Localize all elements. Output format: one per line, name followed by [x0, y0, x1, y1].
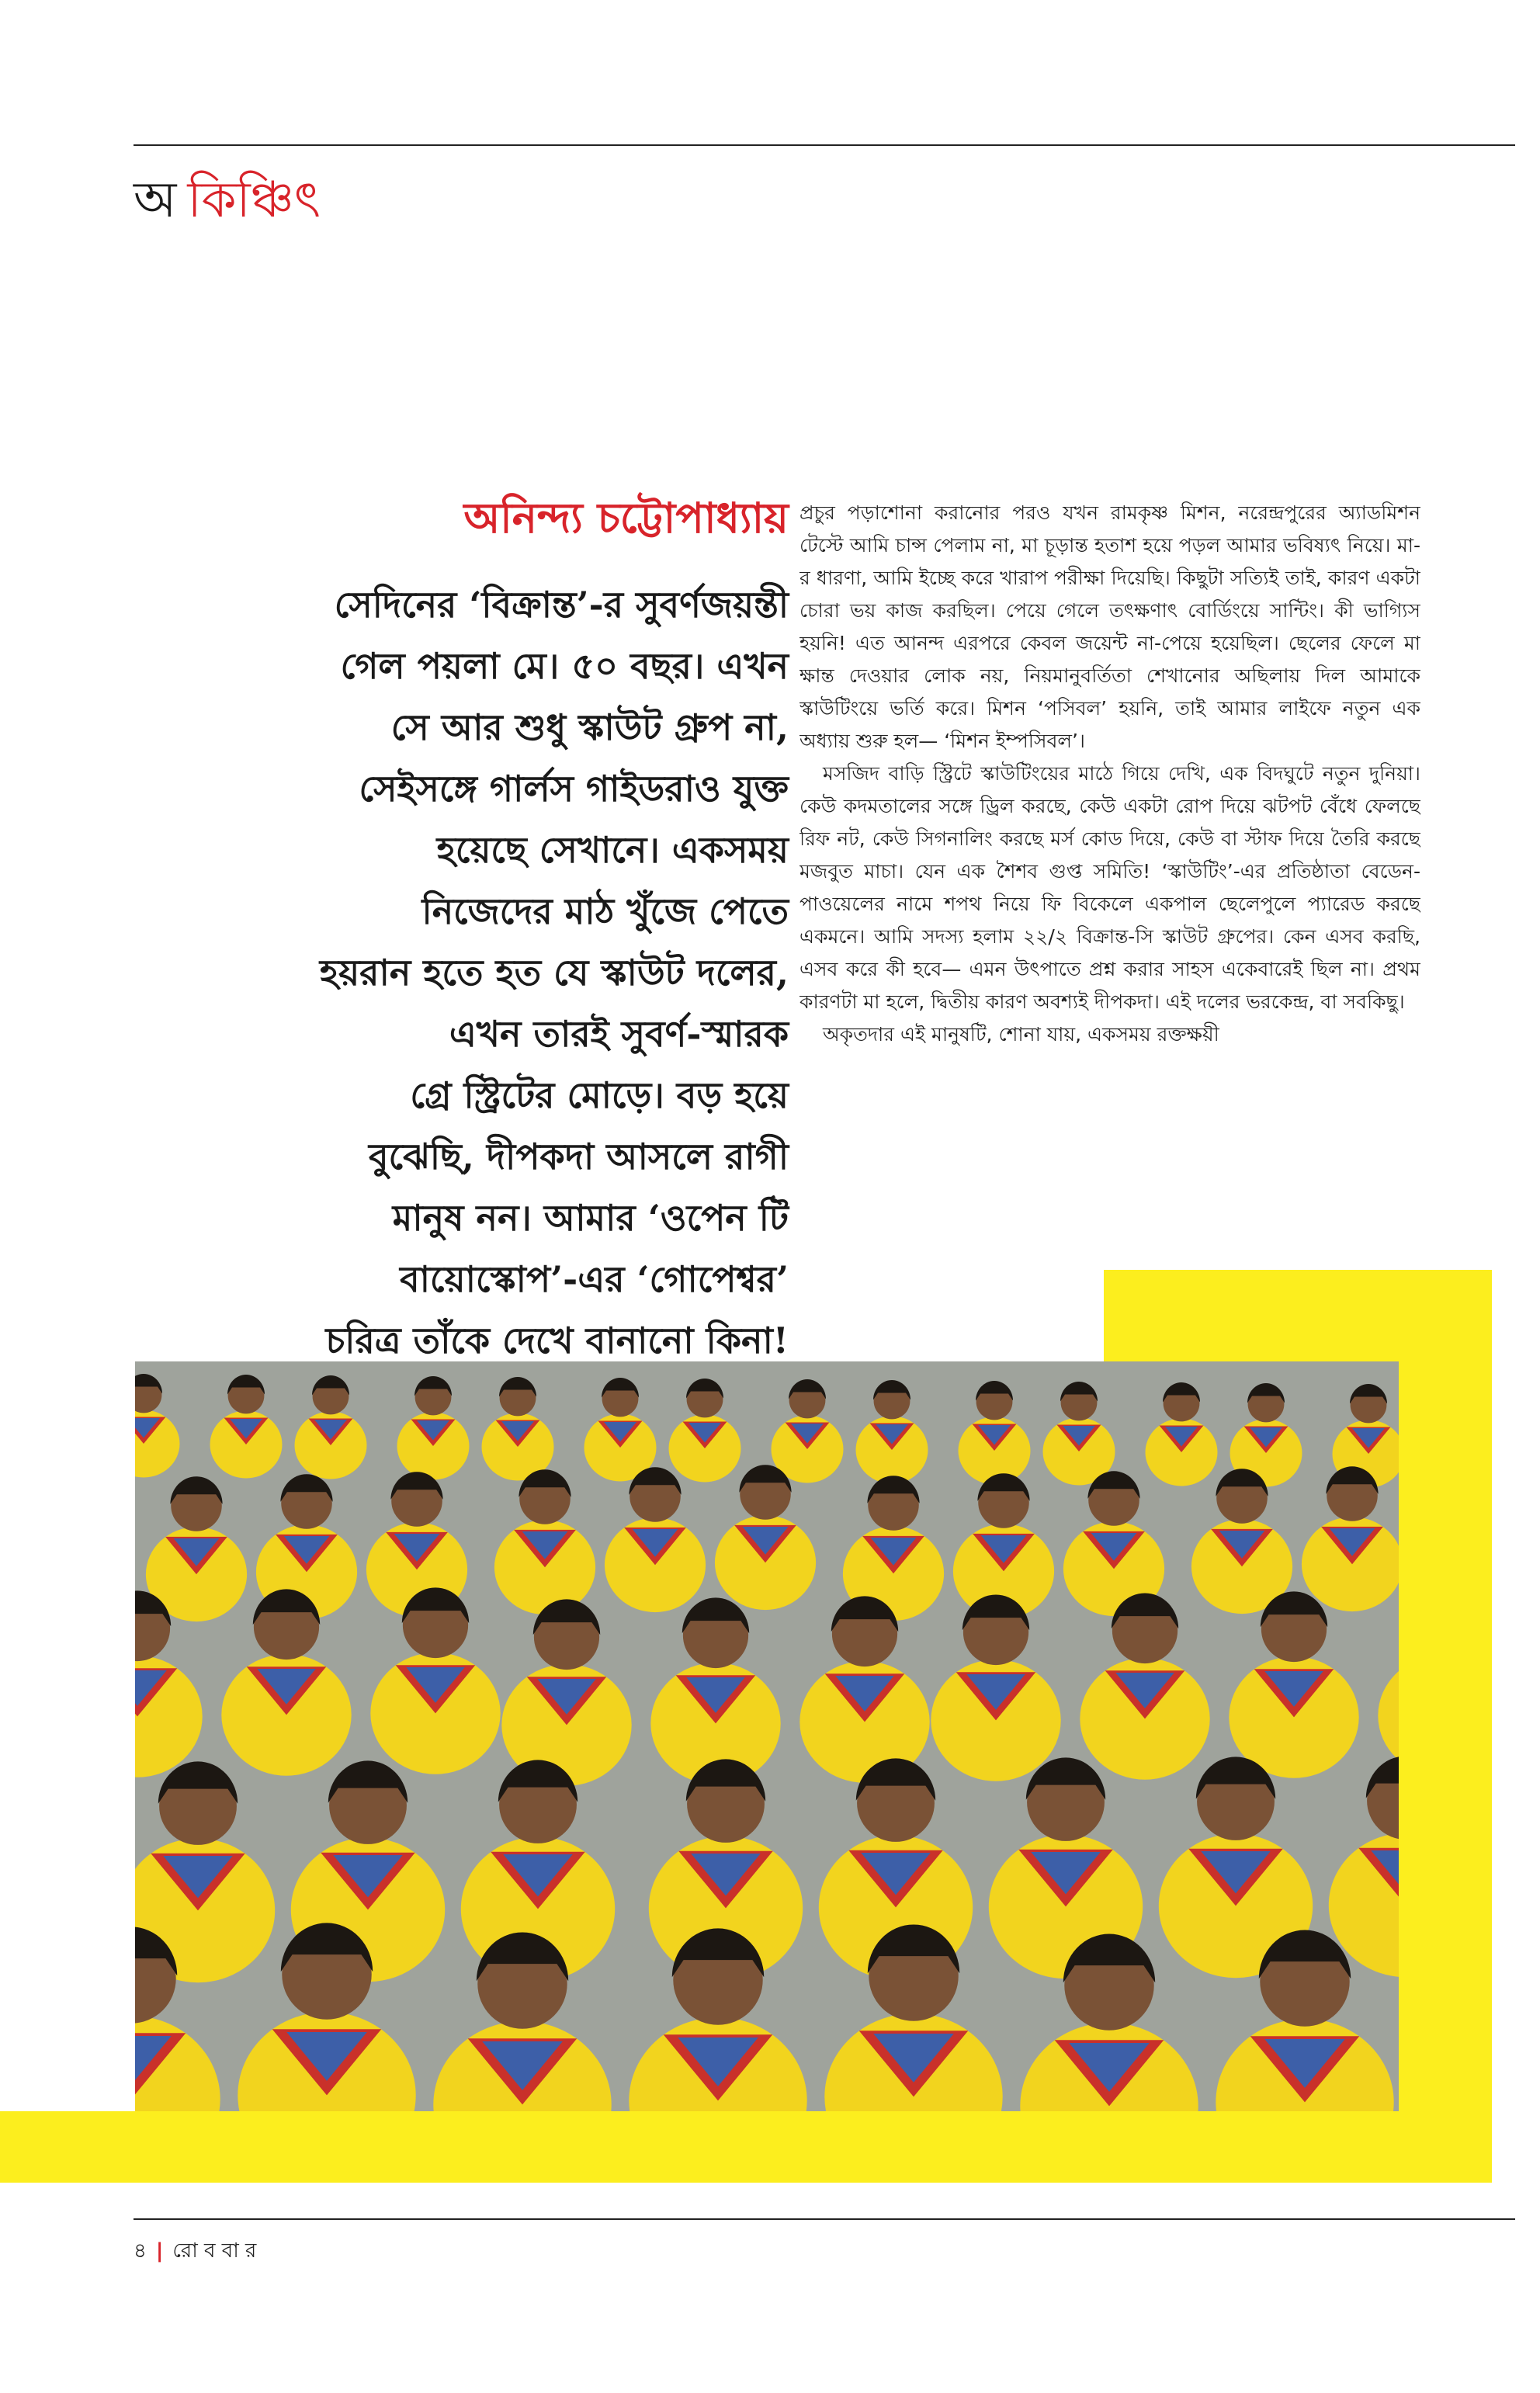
body-paragraph: প্রচুর পড়াশোনা করানোর পরও যখন রামকৃষ্ণ মিশন, নরেন্দ্রপুরের অ্যাডমিশন টেস্টে আমি চান্স পেলাম না, মা চূড়ান্ত হতাশ হয়ে পড়ল আমার ভবিষ্যৎ নিয়ে। মা-র ধারণা, আমি ইচ্ছে করে খারাপ পরীক্ষা দিয়েছি। কিছুটা সত্যিই তাই, কারণ একটা চোরা ভয় কাজ করছিল। পেয়ে গেলে তৎক্ষণাৎ বোর্ডিংয়ে সান্টিং। কী ভাগ্যিস হয়নি! এত আনন্দ এরপরে কেবল জয়েন্ট না-পেয়ে হয়েছিল। ছেলের ফেলে মা ক্ষান্ত দেওয়ার লোক নয়, নিয়মানুবর্তিতা শেখানোর অছিলায় দিল আমাকে স্কাউটিংয়ে ভর্তি করে। মিশন ‘পসিবল’ হয়নি, তাই আমার লাইফে নতুন এক অধ্যায় শুরু হল— ‘মিশন ইম্পসিবল’।: [799, 501, 1420, 752]
yellow-accent-band: [0, 2111, 1492, 2183]
footer-separator: |: [155, 2239, 164, 2263]
pull-quote: সেদিনের ‘বিক্রান্ত’-র সুবর্ণজয়ন্তী গেল পয়লা মে। ৫০ বছর। এখন সে আর শুধু স্কাউট গ্রুপ না, সেইসঙ্গে গার্লস গাইডরাও যুক্ত হয়েছে সেখানে। একসময় নিজেদের মাঠ খুঁজে পেতে হয়রান হতে হত যে স্কাউট দলের, এখন তারই সুবর্ণ-স্মারক গ্রে স্ট্রিটের মোড়ে। বড় হয়ে বুঝেছি, দীপকদা আসলে রাগী মানুষ নন। আমার ‘ওপেন টি বায়োস্কোপ’-এর ‘গোপেশ্বর’ চরিত্র তাঁকে দেখে বানানো কিনা!: [319, 584, 789, 1361]
article-body: [799, 497, 1420, 1051]
section-prefix: অ: [134, 172, 177, 229]
author-byline: অনিন্দ্য চট্টোপাধ্যায়: [463, 493, 789, 543]
section-heading: [134, 169, 321, 231]
page-number: ৪: [134, 2239, 147, 2263]
top-rule: [134, 144, 1515, 146]
body-paragraph: মসজিদ বাড়ি স্ট্রিটে স্কাউটিংয়ের মাঠে গিয়ে দেখি, এক বিদঘুটে নতুন দুনিয়া। কেউ কদমতালের সঙ্গে ড্রিল করছে, কেউ একটা রোপ দিয়ে ঝটপট বেঁধে ফেলছে রিফ নট, কেউ সিগনালিং করছে মর্স কোড দিয়ে, কেউ বা স্টাফ দিয়ে তৈরি করছে মজবুত মাচা। যেন এক শৈশব গুপ্ত সমিতি! ‘স্কাউটিং’-এর প্রতিষ্ঠাতা বেডেন-পাওয়েলের নামে শপথ নিয়ে ফি বিকেলে একপাল ছেলেপুলে প্যারেড করছে একমনে। আমি সদস্য হলাম ২২/২ বিক্রান্ত-সি স্কাউট গ্রুপের। কেন এসব করছি, এসব করে কী হবে— এমন উৎপাতে প্রশ্ন করার সাহস একেবারেই ছিল না। প্রথম কারণটা মা হলে, দ্বিতীয় কারণ অবশ্যই দীপকদা। এই দলের ভরকেন্দ্র, বা সবকিছু।: [799, 762, 1420, 1013]
scouts-photo: [135, 1361, 1399, 2111]
page-footer: [134, 2235, 256, 2266]
publication-name: রো ব বা র: [172, 2239, 257, 2263]
bottom-rule: [134, 2218, 1515, 2220]
body-paragraph: অকৃতদার এই মানুষটি, শোনা যায়, একসময় রক্তক্ষয়ী: [823, 1023, 1219, 1046]
scouts-illustration: [135, 1361, 1399, 2111]
section-name: কিঞ্চিৎ: [187, 172, 321, 229]
